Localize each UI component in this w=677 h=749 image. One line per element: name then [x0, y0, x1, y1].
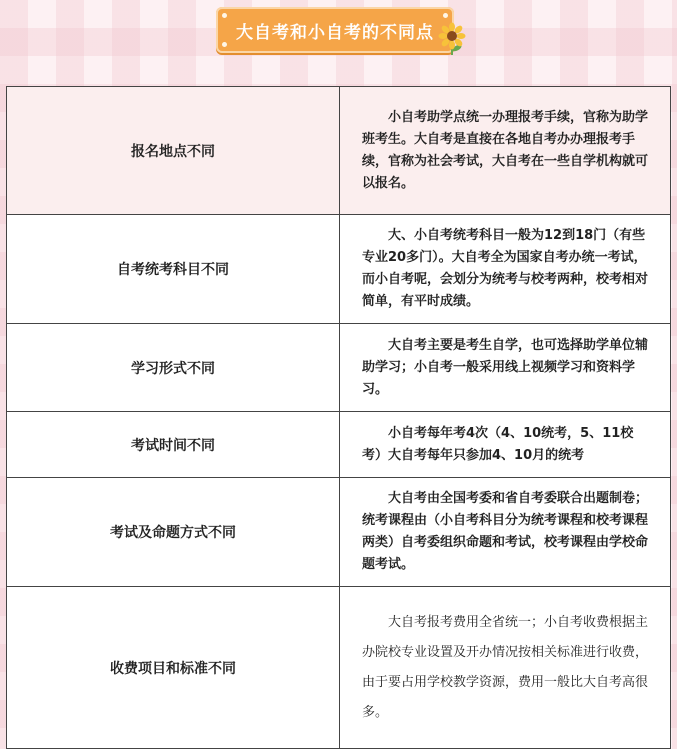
table-row [7, 215, 671, 324]
row-label: 学习形式不同 [7, 324, 340, 412]
comparison-table [6, 86, 671, 749]
row-description [340, 324, 671, 412]
row-text: 大自考由全国考委和省自考委联合出题制卷；统考课程由（小自考科目分为统考课程和校考课程两类）自考委组织命题和考试，校考课程由学校命题考试。 [362, 491, 649, 572]
table-row [7, 412, 671, 478]
table-row [7, 587, 671, 749]
row-description [340, 478, 671, 587]
row-label: 考试及命题方式不同 [7, 478, 340, 587]
title-banner [0, 0, 677, 70]
banner-dot [222, 42, 227, 47]
row-label: 报名地点不同 [7, 87, 340, 215]
row-label: 考试时间不同 [7, 412, 340, 478]
row-description [340, 587, 671, 749]
row-text: 大、小自考统考科目一般为12到18门（有些专业20多门）。大自考全为国家自考办统一考试，而小自考呢，会划分为统考与校考两种，校考相对简单，有平时成绩。 [362, 228, 649, 309]
row-description [340, 215, 671, 324]
banner-box [216, 7, 454, 53]
row-label: 自考统考科目不同 [7, 215, 340, 324]
row-text: 大自考报考费用全省统一；小自考收费根据主办院校专业设置及开办情况按相关标准进行收费，由于要占用学校教学资源，费用一般比大自考高很多。 [362, 614, 649, 720]
row-label: 收费项目和标准不同 [7, 587, 340, 749]
table-row [7, 478, 671, 587]
row-text: 小自考每年考4次（4、10统考，5、11校考）大自考每年只参加4、10月的统考 [362, 425, 634, 463]
row-description [340, 412, 671, 478]
row-text: 大自考主要是考生自学，也可选择助学单位辅助学习；小自考一般采用线上视频学习和资料学习。 [362, 337, 649, 397]
table-row [7, 324, 671, 412]
table-row [7, 87, 671, 215]
banner-dot [443, 13, 448, 18]
page-title: 大自考和小自考的不同点 [236, 22, 434, 43]
row-description [340, 87, 671, 215]
sunflower-icon [438, 22, 466, 56]
row-text: 小自考助学点统一办理报考手续，官称为助学班考生。大自考是直接在各地自考办办理报考手续，官称为社会考试，大自考在一些自学机构就可以报名。 [362, 109, 649, 191]
banner-dot [222, 13, 227, 18]
